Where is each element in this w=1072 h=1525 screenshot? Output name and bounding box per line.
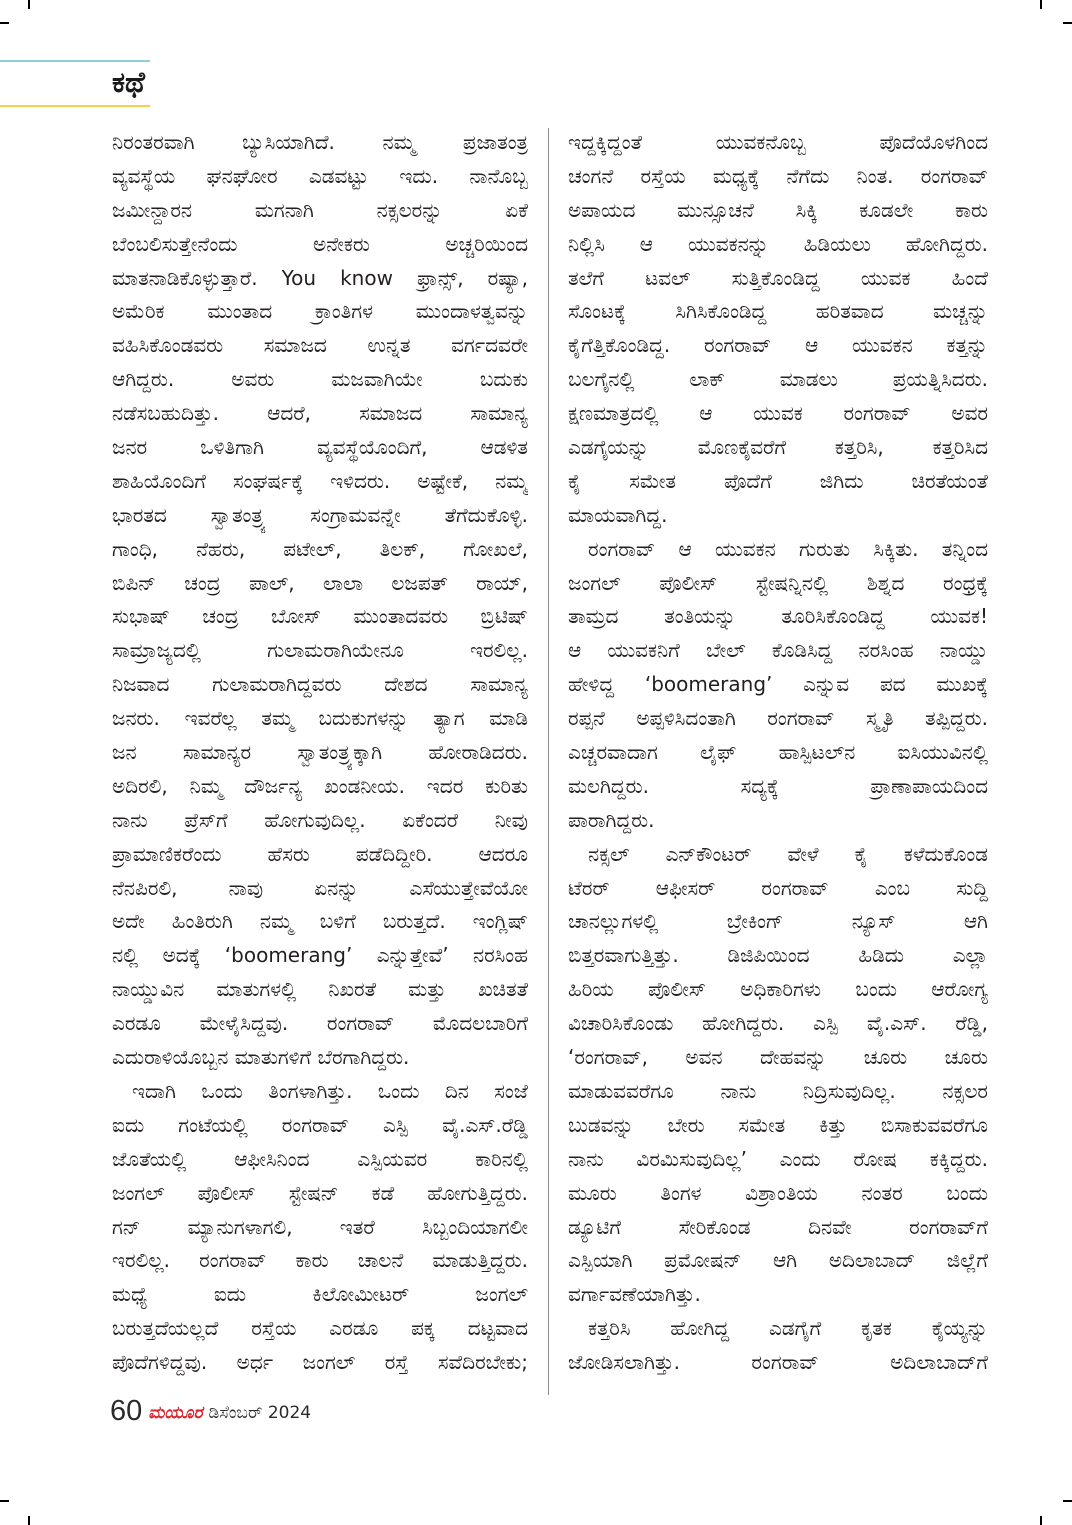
section-title: ಕಥೆ [112, 65, 145, 99]
text-line: ಕ್ಷಣಮಾತ್ರದಲ್ಲಿ ಆ ಯುವಕ ರಂಗರಾವ್ ಅವರ [568, 401, 988, 426]
text-line: ಭಾರತದ ಸ್ವಾತಂತ್ರ್ಯ ಸಂಗ್ರಾಮವನ್ನೇ ತೆಗೆದುಕೊಳ್ಳಿ. [112, 502, 528, 527]
text-line: ಇದ್ದಕ್ಕಿದ್ದಂತೆ ಯುವಕನೊಬ್ಬ ಪೊದೆಯೊಳಗಿಂದ [568, 130, 988, 154]
text-line: ಬಲಗೈನಲ್ಲಿ ಲಾಕ್ ಮಾಡಲು ಪ್ರಯತ್ನಿಸಿದರು. [568, 367, 988, 392]
text-line: ಬಿತ್ತರವಾಗುತ್ತಿತ್ತು. ಡಿಜಿಪಿಯಿಂದ ಹಿಡಿದು ಎಲ್ಲಾ [568, 943, 988, 968]
text-line: ರಪ್ಪನೆ ಅಪ್ಪಳಿಸಿದಂತಾಗಿ ರಂಗರಾವ್ ಸ್ಮೃತಿ ತಪ್ಪಿದ್ದರು. [568, 706, 988, 731]
text-line: ಮಾತನಾಡಿಕೊಳ್ಳುತ್ತಾರೆ. You know ಫ್ರಾನ್ಸ್, ರಷ್ಯಾ, [112, 265, 528, 290]
text-line: ಎರಡೂ ಮೇಳೈಸಿದ್ದವು. ರಂಗರಾವ್ ಮೊದಲಬಾರಿಗೆ [112, 1011, 528, 1036]
crop-mark [0, 1500, 9, 1502]
text-line: ಜನ ಸಾಮಾನ್ಯರ ಸ್ವಾತಂತ್ರ್ಯಕ್ಕಾಗಿ ಹೋರಾಡಿದರು. [112, 740, 528, 765]
text-line: ಗನ್ ಮ್ಯಾನುಗಳಾಗಲಿ, ಇತರೆ ಸಿಬ್ಬಂದಿಯಾಗಲೀ [112, 1214, 528, 1239]
text-line: ತಾಮ್ರದ ತಂತಿಯನ್ನು ತೂರಿಸಿಕೊಂಡಿದ್ದ ಯುವಕ! [568, 604, 988, 629]
page-footer [110, 1392, 311, 1428]
text-line: ನಿರಂತರವಾಗಿ ಬ್ಯುಸಿಯಾಗಿದೆ. ನಮ್ಮ ಪ್ರಜಾತಂತ್ರ [112, 130, 528, 154]
text-line: ಸಾಮ್ರಾಜ್ಯದಲ್ಲಿ ಗುಲಾಮರಾಗಿಯೇನೂ ಇರಲಿಲ್ಲ. [112, 638, 528, 663]
text-line: ವಹಿಸಿಕೊಂಡವರು ಸಮಾಜದ ಉನ್ನತ ವರ್ಗದವರೇ [112, 333, 528, 358]
text-line: ಜನರು. ಇವರೆಲ್ಲ ತಮ್ಮ ಬದುಕುಗಳನ್ನು ತ್ಯಾಗ ಮಾಡಿ [112, 706, 528, 731]
text-line: ಮಲಗಿದ್ದರು. ಸದ್ಯಕ್ಕೆ ಪ್ರಾಣಾಪಾಯದಿಂದ [568, 773, 988, 798]
text-line: ಟೆರರ್ ಆಫೀಸರ್ ರಂಗರಾವ್ ಎಂಬ ಸುದ್ದಿ [568, 875, 988, 900]
crop-mark [1063, 1500, 1072, 1502]
crop-mark [28, 1516, 30, 1525]
text-line: ಇರಲಿಲ್ಲ. ರಂಗರಾವ್ ಕಾರು ಚಾಲನೆ ಮಾಡುತ್ತಿದ್ದರು. [112, 1248, 528, 1273]
text-line: ಎಸ್ಪಿಯಾಗಿ ಪ್ರಮೋಷನ್ ಆಗಿ ಅದಿಲಾಬಾದ್ ಜಿಲ್ಲೆಗೆ [568, 1248, 988, 1273]
text-line: ಸುಭಾಷ್ ಚಂದ್ರ ಬೋಸ್ ಮುಂತಾದವರು ಬ್ರಿಟಿಷ್ [112, 604, 528, 629]
text-line: ಜೋಡಿಸಲಾಗಿತ್ತು. ರಂಗರಾವ್ ಅದಿಲಾಬಾದ್‌ಗೆ [568, 1350, 988, 1375]
text-line: ಜಮೀನ್ದಾರನ ಮಗನಾಗಿ ನಕ್ಸಲರನ್ನು ಏಕೆ [112, 197, 528, 222]
text-line: ಮಾಡುವವರೆಗೂ ನಾನು ನಿದ್ರಿಸುವುದಿಲ್ಲ. ನಕ್ಸಲರ [568, 1078, 988, 1103]
column-divider [548, 128, 549, 1395]
text-line: ನಾನು ವಿರಮಿಸುವುದಿಲ್ಲ’ ಎಂದು ರೋಷ ಕಕ್ಕಿದ್ದರು. [568, 1146, 988, 1171]
text-line: ಐದು ಗಂಟೆಯಲ್ಲಿ ರಂಗರಾವ್ ಎಸ್ಪಿ ವೈ.ಎಸ್.ರೆಡ್ಡಿ [112, 1112, 528, 1137]
text-line: ಇದಾಗಿ ಒಂದು ತಿಂಗಳಾಗಿತ್ತು. ಒಂದು ದಿನ ಸಂಜೆ [132, 1078, 528, 1103]
crop-mark [0, 22, 9, 24]
text-line: ಆಗಿದ್ದರು. ಅವರು ಮಜವಾಗಿಯೇ ಬದುಕು [112, 367, 528, 392]
crop-mark [1040, 1516, 1042, 1525]
text-line: ಜಂಗಲ್ ಪೊಲೀಸ್ ಸ್ಟೇಷನ್ ಕಡೆ ಹೋಗುತ್ತಿದ್ದರು. [112, 1180, 528, 1205]
crop-mark [28, 0, 30, 9]
text-line: ನಡೆಸಬಹುದಿತ್ತು. ಆದರೆ, ಸಮಾಜದ ಸಾಮಾನ್ಯ [112, 401, 528, 426]
text-line: ಹಿರಿಯ ಪೊಲೀಸ್ ಅಧಿಕಾರಿಗಳು ಬಂದು ಆರೋಗ್ಯ [568, 977, 988, 1002]
text-line: ಎಚ್ಚರವಾದಾಗ ಲೈಫ್ ಹಾಸ್ಪಿಟಲ್‌ನ ಐಸಿಯುವಿನಲ್ಲಿ [568, 740, 988, 765]
text-line: ನಾನು ಪ್ರೆಸ್‌ಗೆ ಹೋಗುವುದಿಲ್ಲ. ಏಕೆಂದರೆ ನೀವು [112, 807, 528, 832]
text-line: ಮಧ್ಯೆ ಐದು ಕಿಲೋಮೀಟರ್ ಜಂಗಲ್ [112, 1282, 528, 1307]
text-line: ಜನರ ಒಳಿತಿಗಾಗಿ ವ್ಯವಸ್ಥೆಯೊಂದಿಗೆ, ಆಡಳಿತ [112, 435, 528, 460]
text-line: ಕೈಗೆತ್ತಿಕೊಂಡಿದ್ದ. ರಂಗರಾವ್ ಆ ಯುವಕನ ಕತ್ತನ್ನು [568, 333, 988, 358]
page-number: 60 [110, 1395, 143, 1427]
text-line: ತಲೆಗೆ ಟವಲ್ ಸುತ್ತಿಕೊಂಡಿದ್ದ ಯುವಕ ಹಿಂದೆ [568, 265, 988, 290]
text-line: ಪಾರಾಗಿದ್ದರು. [568, 807, 655, 832]
text-line: ಬಿಪಿನ್ ಚಂದ್ರ ಪಾಲ್, ಲಾಲಾ ಲಜಪತ್ ರಾಯ್, [112, 570, 528, 595]
crop-mark [1063, 22, 1072, 24]
text-line: ಅಮೆರಿಕ ಮುಂತಾದ ಕ್ರಾಂತಿಗಳ ಮುಂದಾಳತ್ವವನ್ನು [112, 299, 528, 324]
text-line: ಎಡಗೈಯನ್ನು ಮೊಣಕೈವರೆಗೆ ಕತ್ತರಿಸಿ, ಕತ್ತರಿಸಿದ [568, 435, 988, 460]
text-line: ವಿಚಾರಿಸಿಕೊಂಡು ಹೋಗಿದ್ದರು. ಎಸ್ಪಿ ವೈ.ಎಸ್. ರೆಡ್ಡಿ, [568, 1011, 988, 1036]
text-line: ಚಂಗನೆ ರಸ್ತೆಯ ಮಧ್ಯಕ್ಕೆ ನೆಗೆದು ನಿಂತ. ರಂಗರಾವ್ [568, 163, 988, 188]
text-line: ಬುಡವನ್ನು ಬೇರು ಸಮೇತ ಕಿತ್ತು ಬಿಸಾಕುವವರೆಗೂ [568, 1112, 988, 1137]
text-line: ಜೊತೆಯಲ್ಲಿ ಆಫೀಸಿನಿಂದ ಎಸ್ಪಿಯವರ ಕಾರಿನಲ್ಲಿ [112, 1146, 528, 1171]
text-line: ಬೆಂಬಲಿಸುತ್ತೇನೆಂದು ಅನೇಕರು ಅಚ್ಚರಿಯಿಂದ [112, 231, 528, 256]
text-line: ಡ್ಯೂಟಿಗೆ ಸೇರಿಕೊಂಡ ದಿನವೇ ರಂಗರಾವ್‌ಗೆ [568, 1214, 988, 1239]
text-line: ಕೈ ಸಮೇತ ಪೊದೆಗೆ ಜಿಗಿದು ಚಿರತೆಯಂತೆ [568, 468, 988, 493]
magazine-logo: ಮಯೂರ [148, 1403, 203, 1423]
text-line: ಅದಿರಲಿ, ನಿಮ್ಮ ದೌರ್ಜನ್ಯ ಖಂಡನೀಯ. ಇದರ ಕುರಿತು [112, 773, 528, 798]
text-line: ನಕ್ಸಲ್ ಎನ್‌ಕೌಂಟರ್ ವೇಳೆ ಕೈ ಕಳೆದುಕೊಂಡ [588, 841, 988, 866]
text-line: ರಂಗರಾವ್ ಆ ಯುವಕನ ಗುರುತು ಸಿಕ್ಕಿತು. ತನ್ನಿಂದ [588, 536, 988, 561]
text-line: ಗಾಂಧಿ, ನೆಹರು, ಪಟೇಲ್, ತಿಲಕ್, ಗೋಖಲೆ, [112, 536, 528, 561]
crop-mark [1040, 0, 1042, 9]
text-line: ಕತ್ತರಿಸಿ ಹೋಗಿದ್ದ ಎಡಗೈಗೆ ಕೃತಕ ಕೈಯ್ಯನ್ನು [588, 1316, 988, 1341]
text-line: ನಿಲ್ಲಿಸಿ ಆ ಯುವಕನನ್ನು ಹಿಡಿಯಲು ಹೋಗಿದ್ದರು. [568, 231, 988, 256]
text-line: ಬರುತ್ತದೆಯಲ್ಲದೆ ರಸ್ತೆಯ ಎರಡೂ ಪಕ್ಕ ದಟ್ಟವಾದ [112, 1316, 528, 1341]
text-line: ಪೊದೆಗಳಿದ್ದವು. ಅರ್ಧ ಜಂಗಲ್ ರಸ್ತೆ ಸವೆದಿರಬೇಕು; [112, 1350, 528, 1375]
text-line: ಚಾನಲ್ಲುಗಳಲ್ಲಿ ಬ್ರೇಕಿಂಗ್ ನ್ಯೂಸ್ ಆಗಿ [568, 909, 988, 934]
text-line: ಆ ಯುವಕನಿಗೆ ಬೇಲ್ ಕೊಡಿಸಿದ್ದ ನರಸಿಂಹ ನಾಯ್ಡು [568, 638, 988, 663]
text-line: ಜಂಗಲ್ ಪೊಲೀಸ್ ಸ್ಟೇಷನ್ನಿನಲ್ಲಿ ಶಿಶ್ನದ ರಂಧ್ರಕ್ಕೆ [568, 570, 988, 595]
text-line: ಹೇಳಿದ್ದ ‘boomerang’ ಎನ್ನುವ ಪದ ಮುಖಕ್ಕೆ [568, 672, 988, 697]
text-line: ಅದೇ ಹಿಂತಿರುಗಿ ನಮ್ಮ ಬಳಿಗೆ ಬರುತ್ತದೆ. ಇಂಗ್ಲಿಷ್ [112, 909, 528, 934]
text-line: ಸೊಂಟಕ್ಕೆ ಸಿಗಿಸಿಕೊಂಡಿದ್ದ ಹರಿತವಾದ ಮಚ್ಚನ್ನು [568, 299, 988, 324]
text-line: ಮೂರು ತಿಂಗಳ ವಿಶ್ರಾಂತಿಯ ನಂತರ ಬಂದು [568, 1180, 988, 1205]
text-line: ನಿಜವಾದ ಗುಲಾಮರಾಗಿದ್ದವರು ದೇಶದ ಸಾಮಾನ್ಯ [112, 672, 528, 697]
text-line: ಶಾಹಿಯೊಂದಿಗೆ ಸಂಘರ್ಷಕ್ಕೆ ಇಳಿದರು. ಅಷ್ಟೇಕೆ, ನಮ್ಮ [112, 468, 528, 493]
text-line: ವರ್ಗಾವಣೆಯಾಗಿತ್ತು. [568, 1282, 701, 1307]
article-column-left [112, 126, 528, 1380]
text-line: ನೆನಪಿರಲಿ, ನಾವು ಏನನ್ನು ಎಸೆಯುತ್ತೇವೆಯೋ [112, 875, 528, 900]
text-line: ‘ರಂಗರಾವ್, ಅವನ ದೇಹವನ್ನು ಚೂರು ಚೂರು [568, 1045, 988, 1070]
text-line: ಪ್ರಾಮಾಣಿಕರೆಂದು ಹೆಸರು ಪಡೆದಿದ್ದೀರಿ. ಆದರೂ [112, 841, 528, 866]
text-line: ವ್ಯವಸ್ಥೆಯ ಘನಘೋರ ಎಡವಟ್ಟು ಇದು. ನಾನೊಬ್ಬ [112, 163, 528, 188]
text-line: ನಾಯ್ಡುವಿನ ಮಾತುಗಳಲ್ಲಿ ನಿಖರತೆ ಮತ್ತು ಖಚಿತತೆ [112, 977, 528, 1002]
text-line: ಎದುರಾಳಿಯೊಬ್ಬನ ಮಾತುಗಳಿಗೆ ಬೆರಗಾಗಿದ್ದರು. [112, 1045, 410, 1070]
text-line: ಮಾಯವಾಗಿದ್ದ. [568, 502, 668, 527]
article-column-right [568, 126, 988, 1380]
text-line: ಅಪಾಯದ ಮುನ್ಸೂಚನೆ ಸಿಕ್ಕಿ ಕೂಡಲೇ ಕಾರು [568, 197, 988, 222]
header-rule-yellow [0, 105, 150, 107]
text-line: ನಲ್ಲಿ ಅದಕ್ಕೆ ‘boomerang’ ಎನ್ನುತ್ತೇವೆ’ ನರಸಿಂಹ [112, 943, 528, 968]
issue-date: ಡಿಸೆಂಬರ್ 2024 [208, 1403, 312, 1423]
